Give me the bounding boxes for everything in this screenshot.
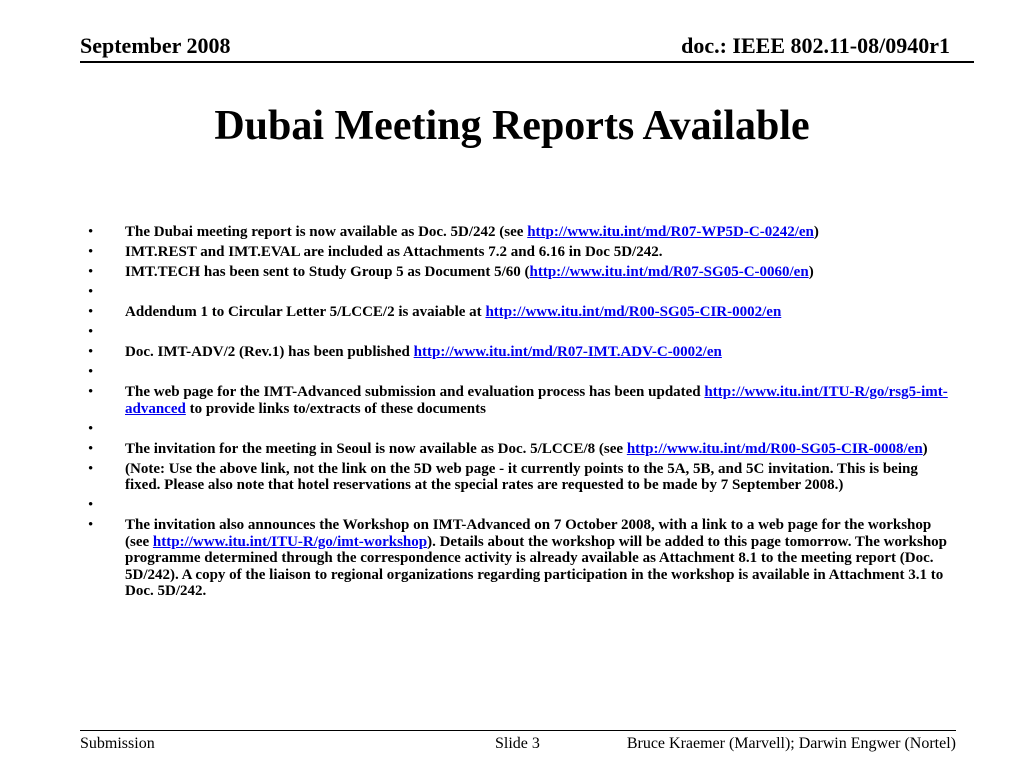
bullet-item [88, 344, 948, 361]
bullet-text: IMT.REST and IMT.EVAL are included as Attachments 7.2 and 6.16 in Doc 5D/242. [125, 244, 663, 260]
bullet-link[interactable]: http://www.itu.int/md/R07-WP5D-C-0242/en [527, 224, 814, 240]
bullet-link[interactable]: http://www.itu.int/md/R07-IMT.ADV-C-0002/en [413, 344, 722, 360]
bullet-item [88, 304, 948, 321]
bullet-item [88, 244, 948, 261]
bullet-link[interactable]: http://www.itu.int/md/R07-SG05-C-0060/en [529, 264, 809, 280]
bullet-text-continued: ) [922, 440, 928, 457]
bullet-dot: • [88, 460, 94, 477]
bullet-text-continued: to provide links to/extracts of these documents [185, 400, 486, 417]
bullet-text: The web page for the IMT-Advanced submission and evaluation process has been updated [125, 384, 705, 400]
header-date: September 2008 [80, 33, 231, 58]
bullet-dot: • [88, 324, 94, 340]
bullet-item [88, 461, 948, 494]
bullet-item [88, 497, 948, 514]
bullet-link[interactable]: http://www.itu.int/md/R00-SG05-CIR-0008/en [626, 440, 923, 457]
bullet-link[interactable]: http://www.itu.int/ITU-R/go/rsg5-imt-advanced [125, 384, 948, 417]
bullet-list [88, 224, 948, 603]
bullet-item [88, 421, 948, 438]
bullet-dot: • [88, 517, 94, 533]
bullet-item [88, 224, 948, 241]
bullet-item [88, 364, 948, 381]
bullet-dot: • [88, 344, 94, 360]
bullet-item [88, 284, 948, 301]
footer-authors: Bruce Kraemer (Marvell); Darwin Engwer (Nortel) [626, 735, 956, 752]
slide-footer [80, 730, 956, 755]
bullet-dot: • [88, 440, 94, 457]
slide-header [80, 33, 974, 63]
bullet-dot: • [88, 284, 94, 300]
bullet-text: The invitation for the meeting in Seoul is now available as Doc. 5/LCCE/8 (see [125, 440, 627, 457]
bullet-dot: • [88, 497, 94, 513]
bullet-dot: • [88, 384, 94, 400]
header-doc-number: doc.: IEEE 802.11-08/0940r1 [681, 33, 950, 58]
bullet-dot: • [88, 244, 94, 260]
footer-slide-number: Slide 3 [495, 735, 540, 752]
bullet-text: The Dubai meeting report is now available as Doc. 5D/242 (see [125, 224, 528, 240]
bullet-item [88, 324, 948, 341]
bullet-text-continued: ) [813, 224, 819, 240]
bullet-item [88, 264, 948, 281]
bullet-dot: • [88, 304, 94, 320]
bullet-dot: • [88, 224, 94, 240]
bullet-item [88, 517, 948, 600]
bullet-text: IMT.TECH has been sent to Study Group 5 as Document 5/60 ( [125, 264, 530, 280]
slide-title: Dubai Meeting Reports Available [214, 103, 810, 149]
bullet-text: (Note: Use the above link, not the link on the 5D web page - it currently points to the 5A, 5B, and 5C invitation. This is being fixed. Please also note that hotel reservations at the special rates are requested to be made by 7 September 2008.) [125, 460, 918, 493]
bullet-text-continued: ) [808, 264, 814, 280]
bullet-text-continued: ). Details about the workshop will be added to this page tomorrow. The workshop programme determined through the correspondence activity is already available as Attachment 8.1 to the meeting report (Doc. 5D/242). A copy of the liaison to regional organizations regarding participation in the workshop is available in Attachment 3.1 to Doc. 5D/242. [125, 533, 948, 599]
bullet-text: Addendum 1 to Circular Letter 5/LCCE/2 is avaiable at [125, 304, 486, 320]
bullet-dot: • [88, 364, 94, 380]
bullet-item [88, 384, 948, 417]
footer-submission: Submission [80, 735, 155, 752]
bullet-item [88, 441, 948, 458]
bullet-link[interactable]: http://www.itu.int/md/R00-SG05-CIR-0002/en [485, 304, 782, 320]
bullet-link[interactable]: http://www.itu.int/ITU-R/go/imt-workshop [152, 533, 428, 550]
bullet-dot: • [88, 420, 94, 437]
bullet-dot: • [88, 264, 94, 280]
bullet-text: The invitation also announces the Workshop on IMT-Advanced on 7 October 2008, with a link to a web page for the workshop (see [125, 517, 932, 550]
bullet-text: Doc. IMT-ADV/2 (Rev.1) has been published [125, 344, 414, 360]
